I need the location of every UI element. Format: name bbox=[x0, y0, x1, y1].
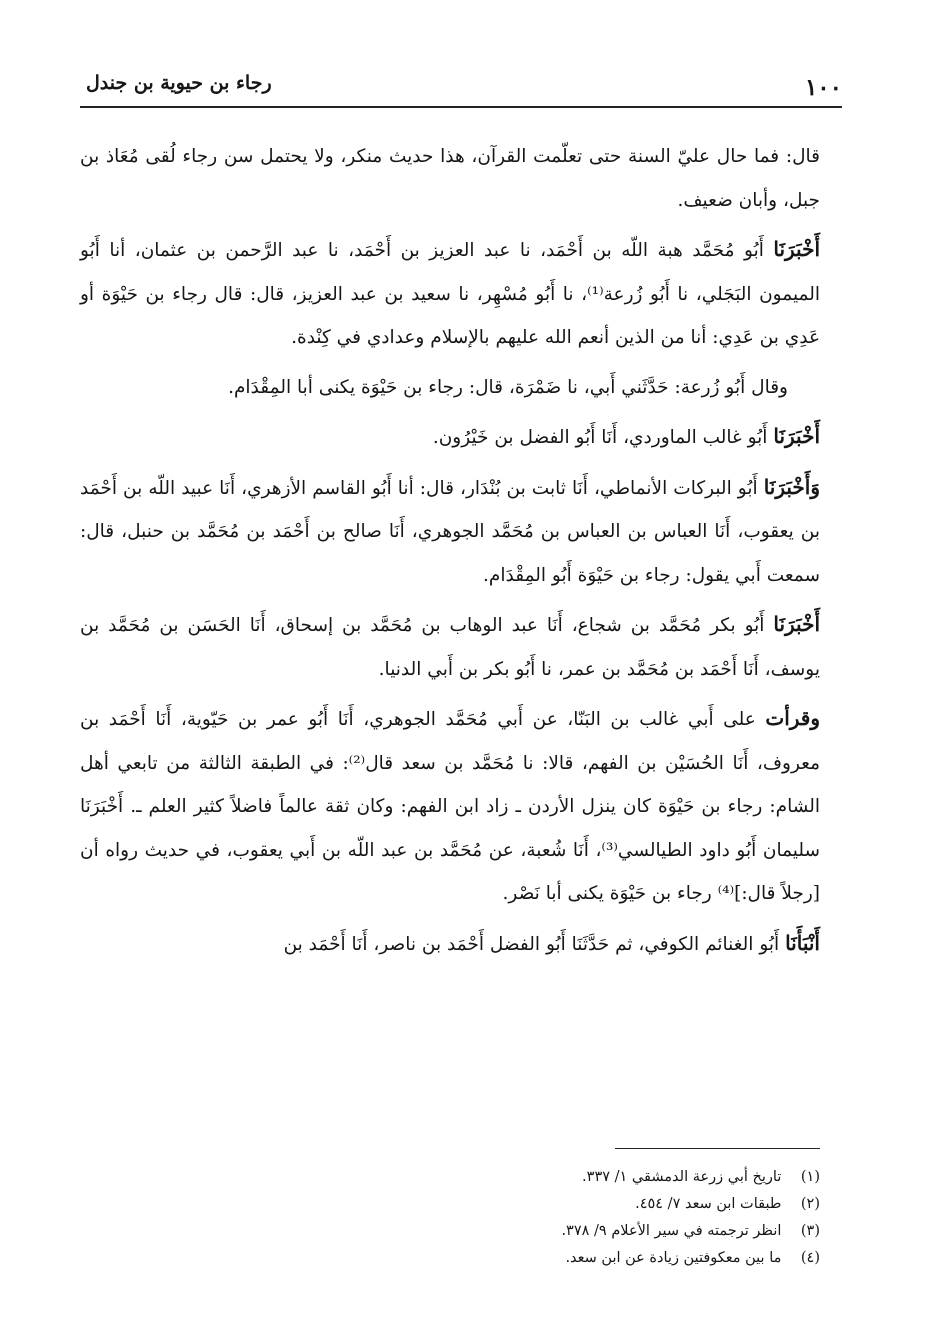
footnote-text: تاريخ أبي زرعة الدمشقي ١/ ٣٣٧. bbox=[582, 1169, 782, 1185]
paragraph-lead-word: أَخْبَرَنَا bbox=[773, 237, 820, 261]
paragraph-lead-word: أَنْبَأَنَا bbox=[785, 930, 820, 955]
paragraph-text: أَبُو البركات الأنماطي، أَنَا ثابت بن بُنْدَار، قال: أنا أَبُو القاسم الأزهري، أَنَا عبيد اللّه بن أَحْمَد بن يعقوب، أَنَا العباس بن العباس بن مُحَمَّد الجوهري، أَنَا صالح بن أَحْمَد بن مُحَمَّد بن حنبل، قال: سمعت أَبي يقول: رجاء بن حَيْوَة أَبُو المِقْدَام. bbox=[80, 477, 820, 586]
paragraph bbox=[80, 603, 820, 691]
footnote-text: طبقات ابن سعد ٧/ ٤٥٤. bbox=[635, 1196, 782, 1212]
footnote-text: انظر ترجمته في سير الأعلام ٩/ ٣٧٨. bbox=[561, 1223, 782, 1239]
paragraph bbox=[80, 466, 820, 598]
paragraph bbox=[80, 922, 820, 967]
paragraph-lead-word: أَخْبَرَنَا bbox=[773, 612, 821, 636]
paragraph-lead-word: وَأَخْبَرَنَا bbox=[763, 474, 820, 499]
paragraph-lead-word: وقرأت bbox=[765, 706, 820, 730]
footnote bbox=[220, 1191, 820, 1218]
footnote bbox=[220, 1218, 820, 1245]
footnote-divider bbox=[615, 1148, 820, 1149]
paragraph-text: وقال أَبُو زُرعة: حَدَّثَني أَبي، نا ضَمْرَة، قال: رجاء بن حَيْوَة يكنى أبا المِقْدَام. bbox=[228, 376, 788, 398]
paragraph-text: أَبُو الغنائم الكوفي، ثم حَدَّثَنَا أَبُو الفضل أَحْمَد بن ناصر، أَنَا أَحْمَد بن bbox=[283, 933, 780, 955]
paragraph-text: على أَبي غالب بن البَنّا، عن أَبي مُحَمَّد الجوهري، أَنَا أَبُو عمر بن حَيّوية، أَنَا أَحْمَد بن معروف، أَنَا الحُسَيْن بن الفهم، قالا: نا مُحَمَّد بن سعد قال⁽²⁾: في الطبقة الثالثة من تابعي أهل الشام: رجاء بن حَيْوَة كان ينزل الأردن ـ زاد ابن الفهم: وكان ثقة عالماً فاضلاً كثير العلم ـ. أَخْبَرَنَا سليمان أَبُو داود الطيالسي⁽³⁾، أَنَا شُعبة، عن مُحَمَّد بن عبد اللّه بن أَبي يعقوب، في حديث رواه أن [رجلاً قال:]⁽⁴⁾ رجاء بن حَيْوَة يكنى أبا نَصْر. bbox=[80, 709, 821, 904]
page-number: ١٠٠ bbox=[804, 74, 842, 101]
paragraph-lead-word: أَخْبَرَنَا bbox=[773, 424, 820, 448]
paragraph-text: أَبُو مُحَمَّد هبة اللّه بن أَحْمَد، نا عبد العزيز بن أَحْمَد، نا عبد الرَّحمن بن عثمان، أنا أَبُو الميمون البَجَلي، نا أَبُو زُرعة⁽¹⁾، نا أَبُو مُسْهِر، نا سعيد بن عبد العزيز، قال: قال رجاء بن حَيْوَة أو عَدِي بن عَدِي: أنا من الذين أنعم الله عليهم بالإسلام وعدادي في كِنْدة. bbox=[80, 240, 820, 348]
footnote-text: ما بين معكوفتين زيادة عن ابن سعد. bbox=[565, 1250, 782, 1266]
page-header bbox=[80, 66, 842, 108]
paragraph bbox=[80, 135, 820, 222]
paragraph-text: أَبُو بكر مُحَمَّد بن شجاع، أَنَا عبد الوهاب بن مُحَمَّد بن إسحاق، أَنَا الحَسَن بن مُحَمَّد بن يوسف، أَنَا أَحْمَد بن مُحَمَّد بن عمر، نا أَبُو بكر بن أَبي الدنيا. bbox=[80, 615, 820, 680]
paragraph-text: أَبُو غالب الماوردي، أَنَا أَبُو الفضل بن خَيْرُون. bbox=[432, 427, 768, 448]
running-title: رجاء بن حيوية بن جندل bbox=[86, 72, 272, 94]
paragraph bbox=[80, 366, 820, 410]
footnote-number: (١) bbox=[800, 1169, 820, 1185]
body-text bbox=[80, 135, 820, 972]
footnote-number: (٢) bbox=[800, 1196, 820, 1212]
footnote bbox=[220, 1164, 820, 1191]
footnote-number: (٣) bbox=[800, 1223, 820, 1239]
paragraph bbox=[80, 415, 820, 460]
paragraph bbox=[80, 228, 820, 360]
paragraph bbox=[80, 697, 820, 916]
footnotes bbox=[220, 1164, 820, 1272]
paragraph-text: قال: فما حال عليّ السنة حتى تعلّمت القرآن، هذا حديث منكر، ولا يحتمل سن رجاء لُقى مُعَاذ بن جبل، وأبان ضعيف. bbox=[80, 146, 820, 211]
footnote-number: (٤) bbox=[800, 1250, 820, 1266]
footnote bbox=[220, 1245, 820, 1272]
